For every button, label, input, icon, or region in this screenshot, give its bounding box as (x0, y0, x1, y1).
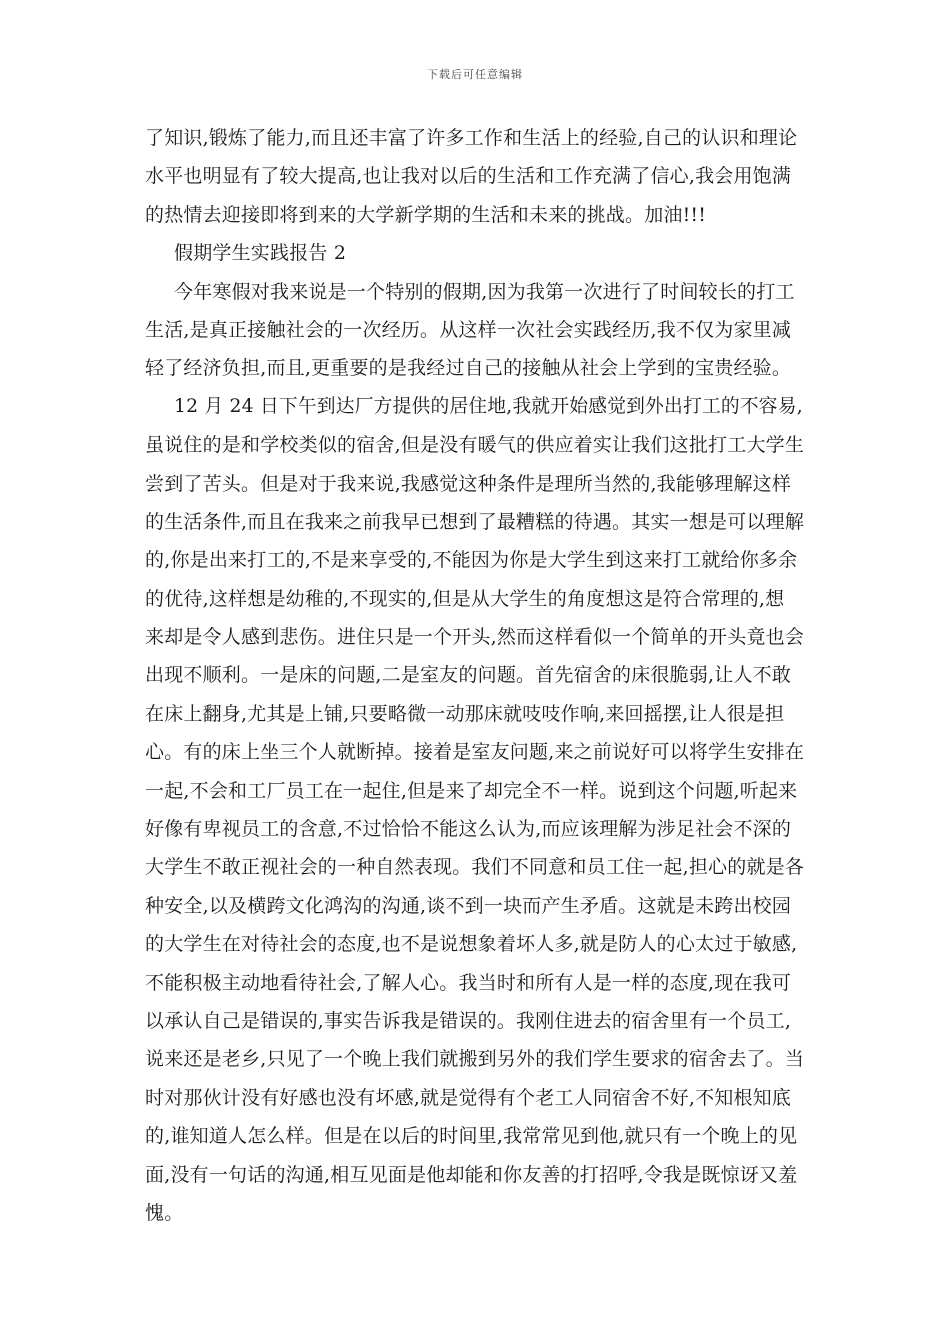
text-line: 假期学生实践报告 2 (174, 242, 347, 265)
text-line: 12 月 24 日下午到达厂方提供的居住地,我就开始感觉到外出打工的不容易, (174, 395, 803, 417)
text-line: 轻了经济负担,而且,更重要的是我经过自己的接触从社会上学到的宝贵经验。 (145, 357, 792, 380)
text-line: 好像有卑视员工的含意,不过恰恰不能这么认为,而应该理解为涉足社会不深的 (145, 818, 792, 841)
text-line: 生活,是真正接触社会的一次经历。从这样一次社会实践经历,我不仅为家里减 (145, 318, 792, 341)
text-line: 在床上翻身,尤其是上铺,只要略微一动那床就吱吱作响,来回摇摆,让人很是担 (145, 702, 785, 725)
text-line: 时对那伙计没有好感也没有坏感,就是觉得有个老工人同宿舍不好,不知根知底 (145, 1086, 792, 1109)
text-line: 水平也明显有了较大提高,也让我对以后的生活和工作充满了信心,我会用饱满 (145, 165, 792, 188)
text-line: 说来还是老乡,只见了一个晚上我们就搬到另外的我们学生要求的宿舍去了。当 (145, 1048, 805, 1071)
text-line: 大学生不敢正视社会的一种自然表现。我们不同意和员工住一起,担心的就是各 (145, 856, 805, 879)
text-line: 的,谁知道人怎么样。但是在以后的时间里,我常常见到他,就只有一个晚上的见 (145, 1125, 798, 1148)
text-line: 了知识,锻炼了能力,而且还丰富了许多工作和生活上的经验,自己的认识和理论 (145, 127, 798, 149)
text-line: 心。有的床上坐三个人就断掉。接着是室友问题,来之前说好可以将学生安排在 (145, 741, 805, 764)
text-line: 面,没有一句话的沟通,相互见面是他却能和你友善的打招呼,令我是既惊讶又羞 (145, 1163, 798, 1186)
text-line: 一起,不会和工厂员工在一起住,但是来了却完全不一样。说到这个问题,听起来 (145, 779, 798, 802)
text-line: 的热情去迎接即将到来的大学新学期的生活和未来的挑战。加油!!! (145, 203, 707, 226)
text-line: 的大学生在对待社会的态度,也不是说想象着坏人多,就是防人的心太过于敏感, (145, 933, 798, 956)
text-line: 的生活条件,而且在我来之前我早已想到了最糟糕的待遇。其实一想是可以理解 (145, 510, 805, 533)
text-line: 今年寒假对我来说是一个特别的假期,因为我第一次进行了时间较长的打工 (174, 280, 795, 303)
text-line: 来却是令人感到悲伤。进住只是一个开头,然而这样看似一个简单的开头竟也会 (145, 626, 805, 649)
text-line: 虽说住的是和学校类似的宿舍,但是没有暖气的供应着实让我们这批打工大学生 (145, 434, 805, 457)
text-line: 种安全,以及横跨文化鸿沟的沟通,谈不到一块而产生矛盾。这就是未跨出校园 (145, 894, 792, 917)
text-line: 不能积极主动地看待社会,了解人心。我当时和所有人是一样的态度,现在我可 (145, 971, 792, 994)
page-header: 下载后可任意编辑 (427, 68, 523, 81)
text-line: 尝到了苦头。但是对于我来说,我感觉这种条件是理所当然的,我能够理解这样 (145, 472, 792, 495)
text-line: 的优待,这样想是幼稚的,不现实的,但是从大学生的角度想这是符合常理的,想 (145, 587, 785, 610)
document-body (145, 119, 810, 1232)
text-line: 的,你是出来打工的,不是来享受的,不能因为你是大学生到这来打工就给你多余 (145, 549, 798, 572)
text-line: 愧。 (145, 1201, 184, 1224)
text-line: 以承认自己是错误的,事实告诉我是错误的。我刚住进去的宿舍里有一个员工, (145, 1009, 792, 1032)
text-line: 出现不顺利。一是床的问题,二是室友的问题。首先宿舍的床很脆弱,让人不敢 (145, 664, 792, 687)
